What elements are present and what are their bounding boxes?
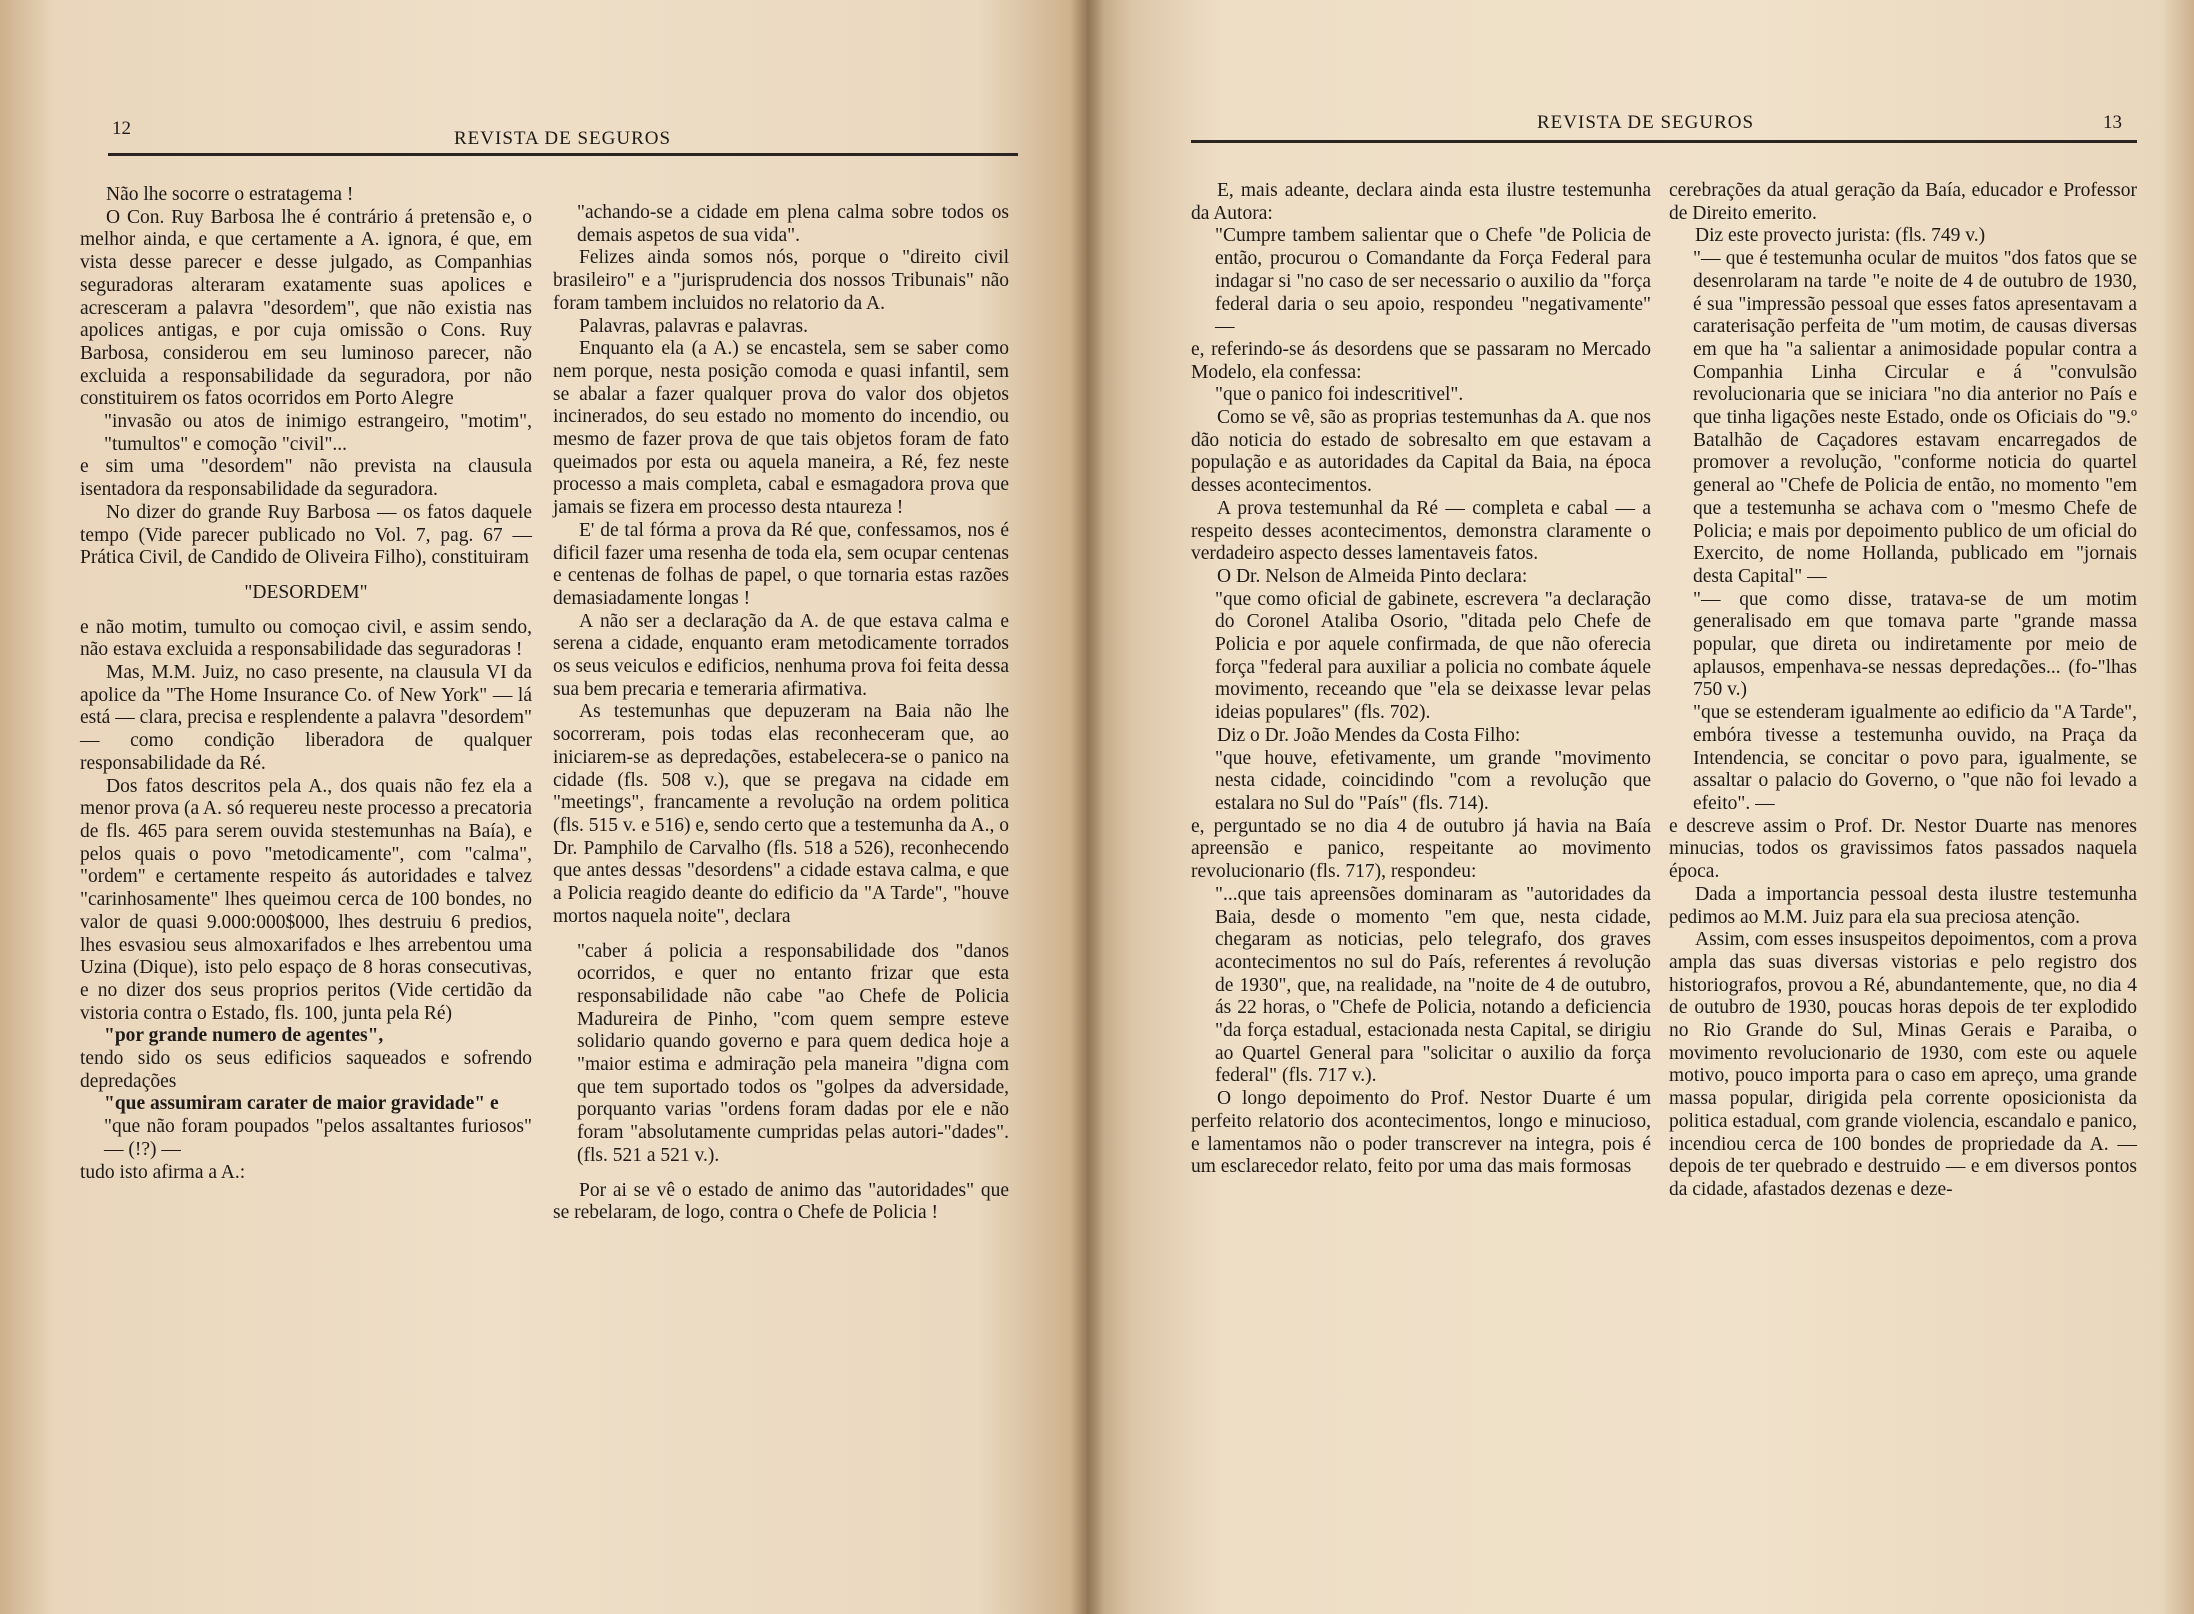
quotation: "que não foram poupados "pelos assaltantes furiosos" — (!?) — [104,1116,532,1160]
paragraph: Dada a importancia pessoal desta ilustre testemunha pedimos ao M.M. Juiz para ela sua preciosa atenção. [1669,883,2137,928]
centered-heading: "DESORDEM" [244,581,368,603]
paragraph: A não ser a declaração da A. de que estava calma e serena a cidade, enquanto eram metodicamente torrados os seus veiculos e edificios, nenhuma prova foi feita dessa sua bem precaria e temeraria afirmativa. [553,610,1009,700]
quotation: "que se estenderam igualmente ao edificio da "A Tarde", embóra tivesse a testemunha ouvido, na Praça da Intendencia, se concitar o povo para, igualmente, se assaltar o palacio do Governo, o "que não foi levado a efeito". — [1693,702,2137,814]
running-head: REVISTA DE SEGUROS [454,128,672,149]
paragraph: Por ai se vê o estado de animo das "autoridades" que se rebelaram, de logo, contra o Chefe de Policia ! [553,1179,1009,1224]
quotation: "caber á policia a responsabilidade dos "danos ocorridos, e quer no entanto frizar que esta responsabilidade não cabe "ao Chefe de Policia Madureira de Pinho, "com quem sempre esteve solidario quando governo e para quem dedica hoje a "maior estima e admiração pela maneira "digna com que tem suportado todos os "golpes da adversidade, porquanto varias "ordens foram dadas por ele e não foram "absolutamente cumpridas pelas autori-"dades". (fls. 521 a 521 v.). [577,940,1009,1166]
paragraph: e não motim, tumulto ou comoçao civil, e assim sendo, não estava excluida a responsabilidade das seguradoras ! [80,616,532,661]
right-page [1087,0,2194,1614]
quotation: "que o panico foi indescritivel". [1215,384,1464,406]
paragraph: E, mais adeante, declara ainda esta ilustre testemunha da Autora: [1191,180,1651,224]
header-rule [108,153,1018,156]
quotation: "...que tais apreensões dominaram as "autoridades da Baia, desde o momento "em que, nesta cidade, chegaram as noticias, pelo telegrafo, dos graves acontecimentos no sul do País, referentes á revolução de 1930", que, na realidade, na "noite de 4 de outubro, ás 22 horas, o "Chefe de Policia, notando a deficiencia "da força estadual, estacionada nesta Capital, se dirigiu ao Quartel General para "solicitar o auxilio da força federal" (fls. 717 v.). [1215,883,1651,1087]
paragraph: E' de tal fórma a prova da Ré que, confessamos, nos é dificil fazer uma resenha de toda ela, sem ocupar centenas e centenas de folhas de papel, o que tornaria estas razões demasiadamente longas ! [553,519,1009,609]
paragraph: tudo isto afirma a A.: [80,1161,246,1183]
paragraph: Mas, M.M. Juiz, no caso presente, na clausula VI da apolice da "The Home Insurance Co. of New York" — lá está — clara, precisa e resplendente a palavra "desordem" — como condição liberadora de qualquer responsabilidade da Ré. [80,662,532,774]
paragraph: Enquanto ela (a A.) se encastela, sem se saber como nem porque, nesta posição comoda e quasi infantil, sem se abalar a fazer qualquer prova do valor dos objetos incinerados, do seu estado no momento do incendio, ou mesmo de fazer prova de que tais objetos foram de fato queimados por esta ou aquela maneira, a Ré, fez neste processo a mais completa, cabal e esmagadora prova que jamais se fizera em processo desta ntaureza ! [553,338,1009,519]
text-column-2 [1669,180,2137,1202]
paragraph: e, perguntado se no dia 4 de outubro já havia na Baía apreensão e panico, respeitante ao movimento revolucionario (fls. 717), respondeu: [1191,815,1651,883]
paragraph: Diz este provecto jurista: (fls. 749 v.) [1695,225,1986,247]
page-number: 13 [2103,112,2122,133]
paragraph: O Dr. Nelson de Almeida Pinto declara: [1217,565,1528,587]
text-column-1 [1191,180,1651,1179]
page-number: 12 [112,118,131,139]
paragraph: Palavras, palavras e palavras. [579,315,809,337]
text-column-1 [80,184,532,1184]
paragraph: Não lhe socorre o estratagema ! [106,184,354,205]
quotation: "achando-se a cidade em plena calma sobre todos os demais aspetos de sua vida". [577,202,1009,246]
paragraph: A prova testemunhal da Ré — completa e cabal — a respeito desses acontecimentos, demonstra claramente o verdadeiro aspecto desses lamentaveis fatos. [1191,497,1651,565]
paragraph: cerebrações da atual geração da Baía, educador e Professor de Direito emerito. [1669,180,2137,224]
quotation: "que assumiram carater de maior gravidade" e [104,1093,499,1115]
quotation: "que houve, efetivamente, um grande "movimento nesta cidade, coincidindo "com a revolução que estalara no Sul do "País" (fls. 714). [1215,747,1651,814]
paragraph: No dizer do grande Ruy Barbosa — os fatos daquele tempo (Vide parecer publicado no Vol. 7, pag. 67 — Prática Civil, de Candido de Oliveira Filho), constituiram [80,501,532,569]
paragraph: Como se vê, são as proprias testemunhas da A. que nos dão noticia do estado de sobresalto em que estavam a população e as autoridades da Capital da Baia, na época desses acontecimentos. [1191,407,1651,497]
left-page [0,0,1087,1614]
quotation: "que como oficial de gabinete, escrevera "a declaração do Coronel Ataliba Osorio, "ditada pelo Chefe de Policia e por aquele confirmada, de que não oferecia força "federal para auxiliar a policia no combate áquele movimento, receando que "ela se deixasse levar pelas ideias populares" (fls. 702). [1215,588,1651,724]
text-column-2 [553,202,1009,1225]
paragraph: O longo depoimento do Prof. Nestor Duarte é um perfeito relatorio dos acontecimentos, longo e minucioso, e lamentamos não o poder transcrever na integra, pois é um esclarecedor relato, feito por uma das mais formosas [1191,1088,1651,1178]
paragraph: O Con. Ruy Barbosa lhe é contrário á pretensão e, o melhor ainda, e que certamente a A. ignora, é que, em vista desse parecer e desse julgado, as Companhias seguradoras alteraram exatamente suas apolices e acresceram a palavra "desordem", que não existia nas apolices antigas, e por cuja omissão o Cons. Ruy Barbosa, considerou em seu luminoso parecer, não excluida a responsabilidade da seguradora, por não constituirem os fatos ocorridos em Porto Alegre [80,206,532,410]
paragraph: Dos fatos descritos pela A., dos quais não fez ela a menor prova (a A. só requereu neste processo a precatoria de fls. 465 para serem ouvida stestemunhas na Baía), e pelos quais o povo "metodicamente", com "calma", "ordem" e certamente respeito ás autoridades e talvez "carinhosamente" lhes queimou cerca de 100 bondes, no valor de quasi 9.000:000$000, lhes destruiu 6 predios, lhes esvasiou seus almoxarifados e lhes arrebentou uma Uzina (Dique), isto pelo espaço de 8 horas consecutivas, e no dizer dos seus proprios peritos (Vide certidão da vistoria contra o Estado, fls. 100, junta pela Ré) [80,775,532,1024]
paragraph: Felizes ainda somos nós, porque o "direito civil brasileiro" e a "jurisprudencia dos nossos Tribunais" não foram tambem incluidos no relatorio da A. [553,247,1009,314]
header-rule [1191,140,2137,143]
running-head: REVISTA DE SEGUROS [1537,112,1755,133]
quotation: "por grande numero de agentes", [104,1025,384,1047]
paragraph: tendo sido os seus edificios saqueados e sofrendo depredações [80,1048,532,1092]
paragraph: e descreve assim o Prof. Dr. Nestor Duarte nas menores minucias, todos os gravissimos fatos passados naquela época. [1669,815,2137,883]
paragraph: Assim, com esses insuspeitos depoimentos, com a prova ampla das suas diversas vistorias e pelo registro dos historiografos, provou a Ré, abundantemente, que, no dia 4 de outubro de 1930, poucas horas depois de ter explodido no Rio Grande do Sul, Minas Gerais e Paraiba, o movimento revolucionario de 1930, com este ou aquele motivo, pouco importa para o caso em apreço, uma grande massa popular, dirigida pela corrente oposicionista da politica estadual, com grande violencia, escandalo e panico, incendiou cerca de 100 bondes de propriedade da A. — depois de ter quebrado e destruido — e em diversos pontos da cidade, afastados dezenas e deze- [1669,929,2137,1200]
book-gutter [1070,0,1104,1614]
paragraph: e, referindo-se ás desordens que se passaram no Mercado Modelo, ela confessa: [1191,338,1651,383]
paragraph: Diz o Dr. João Mendes da Costa Filho: [1217,724,1521,746]
paragraph: As testemunhas que depuzeram na Baia não lhe socorreram, pois todas elas reconheceram que, ao iniciarem-se as depredações, estabelecera-se o panico na cidade (fls. 508 v.), que se pregava na cidade em "meetings", francamente a revolução na ordem politica (fls. 515 v. e 516) e, sendo certo que a testemunha da A., o Dr. Pamphilo de Carvalho (fls. 518 a 526), reconhecendo que antes dessas "desordens" a cidade estava calma, e que a Policia reagido deante do edificio da "A Tarde", "houve mortos naquela noite", declara [553,701,1009,927]
quotation: "invasão ou atos de inimigo estrangeiro, "motim", "tumultos" e comoção "civil"... [104,411,532,455]
paragraph: e sim uma "desordem" não prevista na clausula isentadora da responsabilidade da seguradora. [80,456,532,501]
quotation: "— que como disse, tratava-se de um motim generalisado em que tomava parte "grande massa popular, que direta ou indiretamente por meio de aplausos, empenhava-se nessas depredações... (fo-"lhas 750 v.) [1693,588,2137,701]
quotation: "Cumpre tambem salientar que o Chefe "de Policia de então, procurou o Comandante da Força Federal para indagar si "no caso de ser necessario o auxilio da "força federal daria o seu apoio, respondeu "negativamente" — [1215,225,1651,338]
quotation: "— que é testemunha ocular de muitos "dos fatos que se desenrolaram na tarde "e noite de 4 de outubro de 1930, é sua "impressão pessoal que esses fatos apresentavam a caraterisação perfeita de "um motim, de causas diversas em que ha "a salientar a animosidade popular contra a Companhia Linha Circular e á "convulsão revolucionaria que se iniciara "no dia anterior no País e que tinha ligações neste Estado, onde os Oficiais do "9.º Batalhão de Caçadores estavam encarregados de promover a revolução, "conforme noticia do quartel general ao "Chefe de Policia de então, no momento "em que a testemunha se achava com o "mesmo Chefe de Policia; e mais por depoimento publico de um oficial do Exercito, de nome Hollanda, publicado em "jornais desta Capital" — [1693,248,2137,587]
